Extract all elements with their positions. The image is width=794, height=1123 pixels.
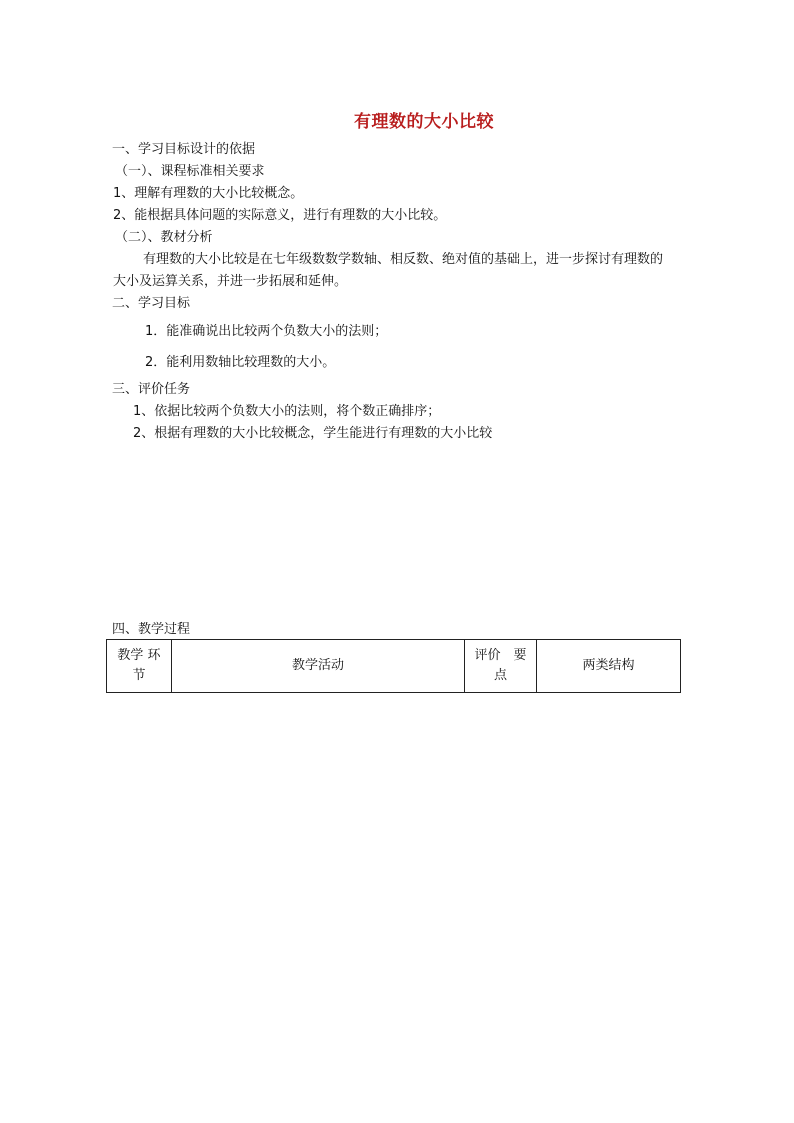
section4-heading: 四、教学过程 (112, 622, 191, 637)
sub1-heading: （一）、课程标准相关要求 (115, 164, 265, 179)
section2-heading: 二、学习目标 (112, 296, 191, 311)
sub2-heading: （二）、教材分析 (115, 230, 213, 245)
table-header-row (107, 640, 681, 693)
goal-2: 2．能利用数轴比较理数的大小。 (145, 355, 336, 370)
analysis-line-1: 有理数的大小比较是在七年级数数学数轴、相反数、绝对值的基础上，进一步探讨有理数的 (143, 252, 664, 267)
analysis-line-2: 大小及运算关系，并进一步拓展和延伸。 (113, 274, 348, 289)
goal-1: 1．能准确说出比较两个负数大小的法则； (145, 324, 388, 339)
page-title: 有理数的大小比较 (354, 112, 494, 132)
task-1: 1、依据比较两个负数大小的法则，将个数正确排序； (133, 404, 441, 419)
task-2: 2、根据有理数的大小比较概念，学生能进行有理数的大小比较 (133, 426, 493, 441)
section1-heading: 一、学习目标设计的依据 (112, 142, 256, 157)
header-teaching-stage: 教学 环 节 (107, 640, 172, 693)
requirement-1: 1、理解有理数的大小比较概念。 (113, 186, 304, 201)
section3-heading: 三、评价任务 (112, 382, 191, 397)
header-teaching-activity: 教学活动 (172, 640, 465, 693)
header-two-structures: 两类结构 (537, 640, 681, 693)
teaching-process-table (106, 639, 681, 693)
requirement-2: 2、能根据具体问题的实际意义，进行有理数的大小比较。 (113, 208, 447, 223)
header-evaluation-points: 评价 要 点 (465, 640, 537, 693)
